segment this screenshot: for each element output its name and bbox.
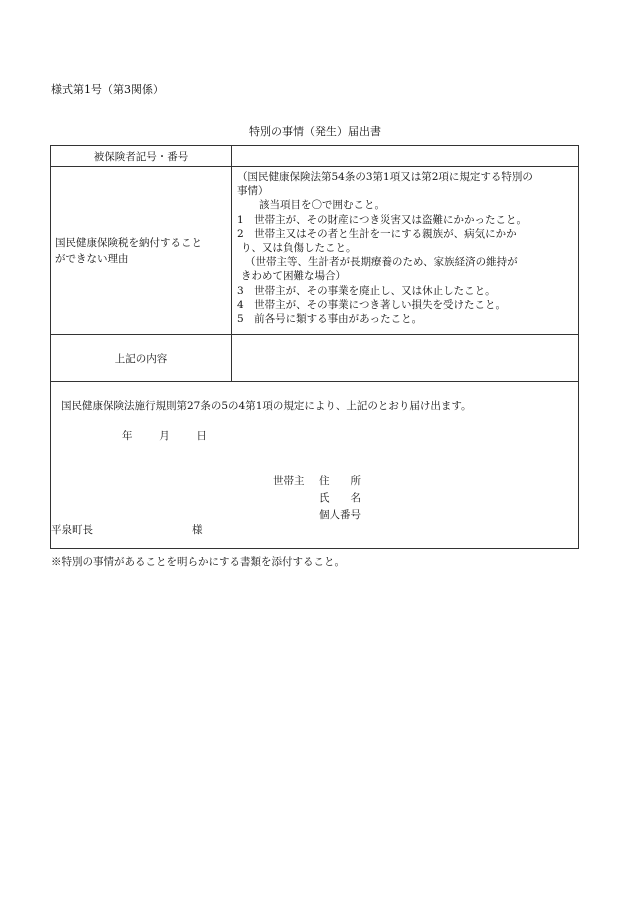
reason-heading: （国民健康保険法第54条の3第1項又は第2項に規定する特別の	[237, 171, 533, 183]
reason-heading-cont: 事情）	[237, 185, 269, 198]
reason-label: 国民健康保険税を納付すること ができない理由	[55, 236, 202, 265]
reason-item-2[interactable]: 2 世帯主又はその者と生計を一にする親族が、病気にかか	[237, 227, 517, 240]
reason-item-4[interactable]: 4 世帯主が、その事業につき著しい損失を受けたこと。	[237, 298, 506, 311]
form-table	[50, 145, 579, 549]
reason-item-2-cont: り、又は負傷したこと。	[241, 242, 357, 255]
mayor-addressee: 平泉町長	[51, 524, 93, 536]
personal-number-label: 個人番号	[319, 509, 361, 521]
address-label: 住 所	[319, 475, 361, 487]
month-label: 月	[159, 430, 170, 442]
reason-instruction: 該当項目を〇で囲むこと。	[259, 199, 385, 212]
reason-item-3[interactable]: 3 世帯主が、その事業を廃止し、又は休止したこと。	[237, 284, 496, 297]
details-field[interactable]	[232, 335, 579, 382]
reason-item-2-note: （世帯主等、生計者が長期療養のため、家族経済の維持が	[245, 256, 518, 269]
statement-text: 国民健康保険法施行規則第27条の5の4第1項の規定により、上記のとおり届け出ます。	[61, 400, 472, 412]
day-label: 日	[196, 430, 207, 442]
year-label: 年	[122, 430, 133, 442]
document-title: 特別の事情（発生）届出書	[249, 125, 381, 138]
reason-list	[232, 167, 578, 326]
attachment-note: ※特別の事情があることを明らかにする書類を添付すること。	[51, 556, 345, 568]
honorific: 様	[192, 524, 203, 536]
insured-number-row	[51, 146, 579, 167]
date-line[interactable]	[122, 428, 207, 443]
insured-number-label: 被保険者記号・番号	[93, 150, 189, 163]
name-label: 氏 名	[319, 492, 361, 504]
details-row	[51, 335, 579, 382]
insured-number-field[interactable]	[232, 146, 579, 167]
details-label: 上記の内容	[114, 352, 168, 365]
reason-row	[51, 167, 579, 335]
statement-row	[51, 382, 579, 549]
form-number: 様式第1号（第3関係）	[51, 83, 164, 96]
reason-item-5[interactable]: 5 前各号に類する事由があったこと。	[237, 313, 423, 326]
householder-label: 世帯主	[273, 475, 305, 487]
reason-item-2-note-cont: きわめて困難な場合）	[241, 270, 346, 283]
reason-item-1[interactable]: 1 世帯主が、その財産につき災害又は盗難にかかったこと。	[237, 213, 527, 226]
